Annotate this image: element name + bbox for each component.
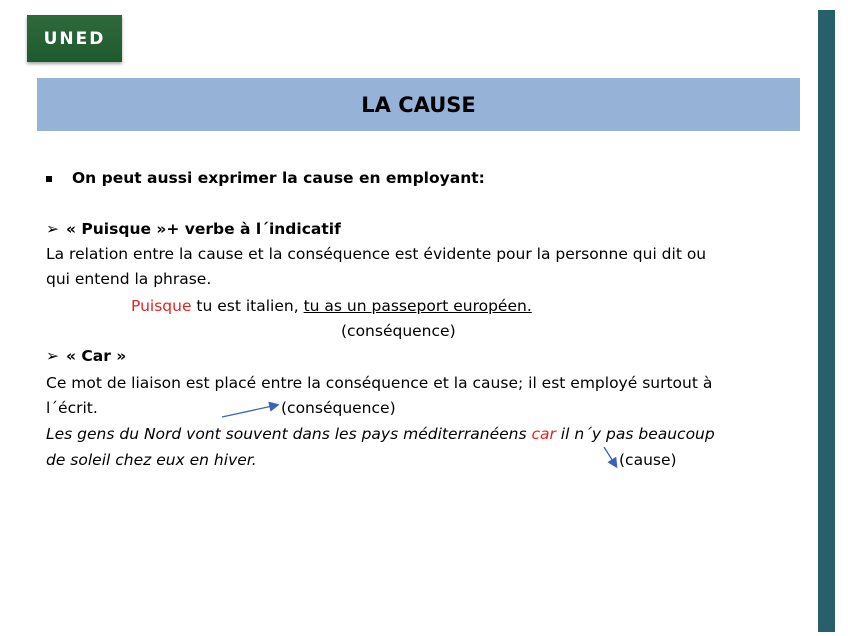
consequence-arrow-icon <box>222 405 277 417</box>
section2-heading-text: « Car » <box>66 347 127 365</box>
section1-line2: qui entend la phrase. <box>46 270 212 288</box>
section2-note-cause: (cause) <box>619 451 677 469</box>
section2-line1: Ce mot de liaison est placé entre la conséquence et la cause; il est employé surtout à <box>46 374 713 392</box>
section2-example-line2: de soleil chez eux en hiver. <box>46 451 257 469</box>
section1-note: (conséquence) <box>341 322 456 340</box>
section1-heading-text: « Puisque »+ verbe à l´indicatif <box>66 220 341 238</box>
example-before: Les gens du Nord vont souvent dans les pays méditerranéens <box>46 425 532 443</box>
section2-note-consequence: (conséquence) <box>281 399 396 417</box>
example-after: il n´y pas beaucoup <box>555 425 715 443</box>
section2-line2: l´écrit. <box>46 399 98 417</box>
example-keyword-car: car <box>531 425 556 443</box>
intro-text: On peut aussi exprimer la cause en employant: <box>72 169 485 187</box>
section1-line1: La relation entre la cause et la conséquence est évidente pour la personne qui dit ou <box>46 245 707 263</box>
arrow-bullet-icon: ➢ <box>46 347 59 365</box>
arrow-bullet-icon: ➢ <box>46 220 59 238</box>
example-keyword-puisque: Puisque <box>131 297 192 315</box>
example-consequence: tu as un passeport européen. <box>303 297 532 315</box>
cause-arrow-icon <box>604 447 616 466</box>
logo-text: UNED <box>43 28 106 49</box>
example-middle: tu est italien, <box>191 297 304 315</box>
slide-title: LA CAUSE <box>361 92 476 117</box>
